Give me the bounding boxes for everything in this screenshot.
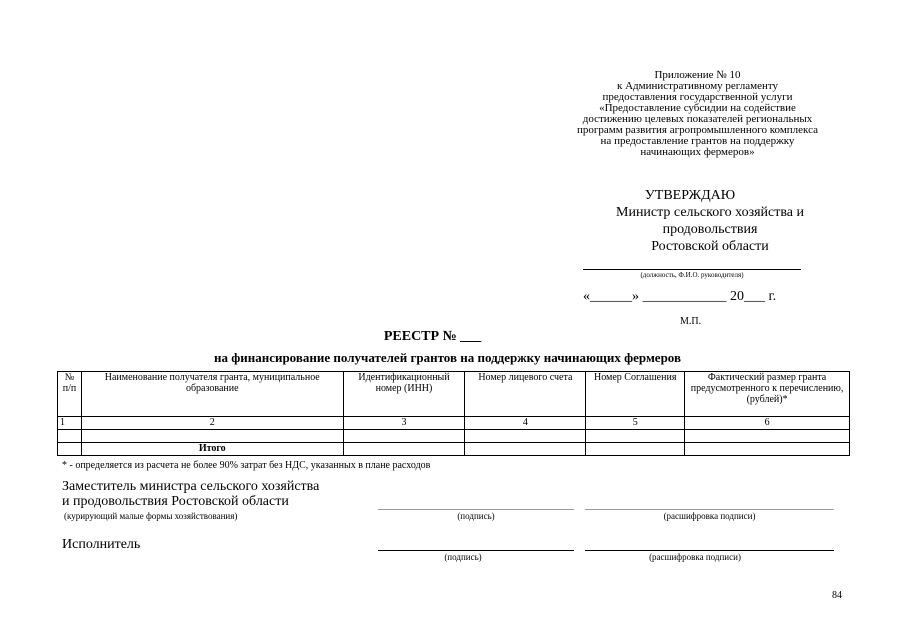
total-label: Итого (81, 443, 343, 456)
deputy-caption: (курирующий малые формы хозяйствования) (64, 511, 238, 521)
column-header: Наименование получателя гранта, муниципальное образование (81, 372, 343, 417)
approval-line: продовольствия (662, 222, 758, 237)
deputy-transcript-caption: (расшифровка подписи) (663, 511, 756, 521)
footnote: * - определяется из расчета не более 90% затрат без НДС, указанных в плане расходов (62, 460, 431, 471)
column-number: 2 (81, 417, 343, 430)
column-header: Идентификационный номер (ИНН) (343, 372, 465, 417)
executor-transcript-line (585, 550, 834, 551)
page-number: 84 (832, 590, 842, 601)
stamp-label: М.П. (680, 316, 702, 327)
deputy-transcript-line (585, 509, 834, 510)
appendix-line: к Административному регламенту (616, 80, 779, 92)
approval-signature-line (583, 269, 801, 270)
table-header-row (58, 372, 850, 417)
approval-line: Ростовской области (651, 239, 769, 254)
appendix-line: программ развития агропромышленного комплекса (576, 124, 819, 136)
deputy-signature-line (378, 509, 574, 510)
table-row (58, 430, 850, 443)
register-subtitle-text: на финансирование получателей грантов на поддержку начинающих фермеров (213, 350, 682, 365)
table-cell (58, 443, 82, 456)
approval-signature-caption: (должность, Ф.И.О. руководителя) (640, 271, 744, 279)
approval-block (590, 187, 830, 255)
table-cell (685, 443, 850, 456)
appendix-header (545, 70, 850, 158)
deputy-signature-caption: (подпись) (457, 511, 495, 521)
table-cell (685, 430, 850, 443)
executor-transcript-caption: (расшифровка подписи) (649, 552, 741, 562)
column-header: Фактический размер гранта предусмотренного к перечислению, (рублей)* (685, 372, 850, 417)
executor-signature-line (378, 550, 574, 551)
table-cell (586, 443, 685, 456)
executor-label: Исполнитель (62, 537, 141, 552)
appendix-line: Приложение № 10 (654, 69, 741, 81)
column-number: 6 (685, 417, 850, 430)
approval-heading: УТВЕРЖДАЮ (644, 188, 736, 203)
approval-line: Министр сельского хозяйства и (616, 205, 804, 220)
table-cell (343, 443, 465, 456)
executor-signature-caption: (подпись) (444, 552, 482, 562)
approval-date: «______» ____________ 20___ г. (583, 289, 777, 304)
register-subtitle (0, 350, 905, 366)
deputy-title (62, 479, 319, 509)
table-cell (465, 443, 586, 456)
deputy-title-line: и продовольствия Ростовской области (62, 494, 289, 509)
register-table (57, 371, 850, 456)
column-number: 4 (465, 417, 586, 430)
column-number: 3 (343, 417, 465, 430)
table-cell (343, 430, 465, 443)
column-number-row (58, 417, 850, 430)
appendix-line: начинающих фермеров» (640, 146, 755, 158)
register-title (0, 329, 905, 345)
table-cell (465, 430, 586, 443)
table-cell (586, 430, 685, 443)
column-number: 5 (586, 417, 685, 430)
column-header: Номер Соглашения (586, 372, 685, 417)
appendix-line: предоставления государственной услуги (602, 91, 793, 103)
column-header: Номер лицевого счета (465, 372, 586, 417)
column-header: № п/п (58, 372, 82, 417)
appendix-line: «Предоставление субсидии на содействие (599, 102, 796, 114)
table-cell (81, 430, 343, 443)
appendix-line: на предоставление грантов на поддержку (600, 135, 795, 147)
appendix-line: достижению целевых показателей региональных (582, 113, 813, 125)
register-title-text: РЕЕСТР № ___ (383, 329, 482, 344)
column-number: 1 (58, 417, 82, 430)
deputy-title-line: Заместитель министра сельского хозяйства (62, 479, 320, 494)
total-row (58, 443, 850, 456)
table-cell (58, 430, 82, 443)
